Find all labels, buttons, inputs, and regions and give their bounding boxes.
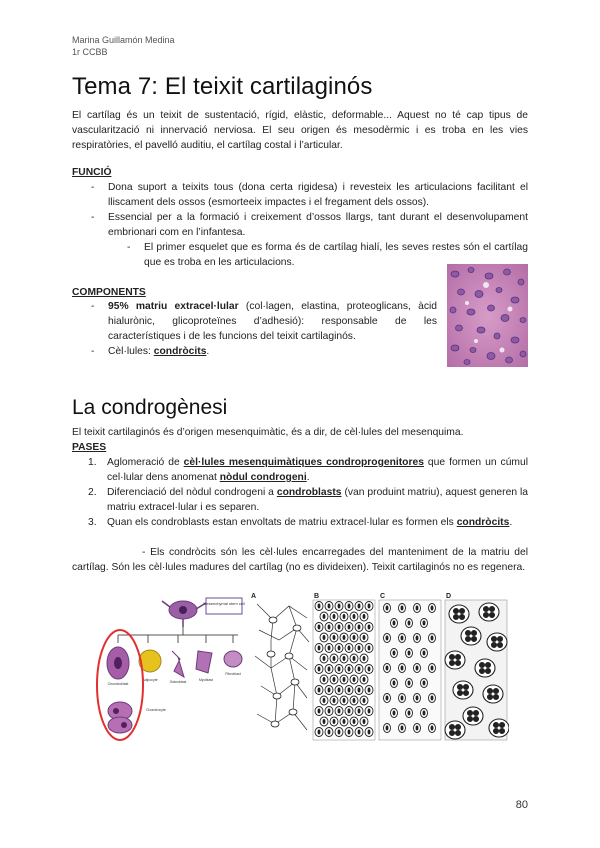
cell-shape xyxy=(498,643,503,648)
cell-shape xyxy=(338,730,340,734)
cell-shape xyxy=(343,636,345,640)
cell-shape xyxy=(386,636,388,640)
cell-shape xyxy=(458,691,463,696)
svg-text:C: C xyxy=(380,593,386,600)
cell-shape xyxy=(348,709,350,713)
cell-shape xyxy=(456,731,461,736)
svg-text:Osteoblast: Osteoblast xyxy=(169,680,187,684)
cell-shape xyxy=(401,636,403,640)
cell-shape xyxy=(386,606,388,610)
cell-shape xyxy=(401,666,403,670)
cell-shape xyxy=(431,636,433,640)
cell-shape xyxy=(333,636,335,640)
funcio-item: - Dona suport a teixits tous (dona certa rigidesa) i revesteix les articulacions facilitant el lliscament dels ossos (esmorteeix impactes i el fregament dels ossos). xyxy=(91,180,528,210)
cell-shape xyxy=(474,711,479,716)
page-title: Tema 7: El teixit cartilaginós xyxy=(72,73,373,100)
cell-shape xyxy=(454,615,459,620)
cell-shape xyxy=(323,720,325,724)
cell-shape xyxy=(368,667,370,671)
cell-shape xyxy=(480,669,485,674)
cell-shape xyxy=(468,717,473,722)
cell-shape xyxy=(343,720,345,724)
cell-shape xyxy=(487,633,507,651)
cell-shape xyxy=(468,711,473,716)
cell-shape xyxy=(318,604,320,608)
cell-shape xyxy=(338,604,340,608)
cell-shape xyxy=(472,637,477,642)
cell-shape xyxy=(328,709,330,713)
cell-shape xyxy=(460,609,465,614)
svg-text:D: D xyxy=(446,593,452,600)
cell-shape xyxy=(500,729,505,734)
cell-shape xyxy=(450,731,455,736)
svg-text:Adipocyte: Adipocyte xyxy=(142,678,158,682)
cell-shape xyxy=(328,604,330,608)
cell-shape xyxy=(480,663,485,668)
panel-b xyxy=(313,593,375,740)
cell-shape xyxy=(416,696,418,700)
cell-shape xyxy=(328,688,330,692)
cell-shape xyxy=(323,699,325,703)
cell-shape xyxy=(348,646,350,650)
cell-shape xyxy=(401,606,403,610)
svg-text:Fibroblast: Fibroblast xyxy=(225,672,241,676)
cell-shape xyxy=(338,646,340,650)
cell-shape xyxy=(450,725,455,730)
cell-shape xyxy=(408,621,410,625)
cell-shape xyxy=(494,695,499,700)
cell-shape xyxy=(486,669,491,674)
cell-shape xyxy=(386,726,388,730)
cell-shape xyxy=(338,625,340,629)
cell-shape xyxy=(333,615,335,619)
cell-shape xyxy=(323,678,325,682)
cell-shape xyxy=(456,725,461,730)
cell-shape xyxy=(338,688,340,692)
components-list xyxy=(91,299,437,359)
cell-shape xyxy=(328,667,330,671)
cell-shape xyxy=(490,613,495,618)
fibroblast-cell xyxy=(224,651,242,667)
cell-shape xyxy=(353,699,355,703)
cell-shape xyxy=(333,657,335,661)
funcio-heading: FUNCIÓ xyxy=(72,167,112,178)
cell-shape xyxy=(386,696,388,700)
cell-shape xyxy=(483,685,503,703)
svg-text:Chondroblast: Chondroblast xyxy=(107,682,129,686)
cell-shape xyxy=(318,667,320,671)
cell-shape xyxy=(408,681,410,685)
course-label: 1r CCBB xyxy=(72,47,108,57)
cell-shape xyxy=(450,655,455,660)
funcio-item: - Essencial per a la formació i creixement d’ossos llargs, tant durant el desenvolupament embrionari com en l’infantesa. xyxy=(91,210,528,240)
cell-shape xyxy=(318,688,320,692)
cell-shape xyxy=(488,695,493,700)
cell-shape xyxy=(318,625,320,629)
cell-shape xyxy=(358,646,360,650)
cell-shape xyxy=(348,667,350,671)
cell-shape xyxy=(338,709,340,713)
cell-shape xyxy=(338,667,340,671)
cell-shape xyxy=(401,696,403,700)
pases-list xyxy=(88,455,528,530)
cell-shape xyxy=(343,678,345,682)
cell-shape xyxy=(445,721,465,739)
components-item: - Cèl·lules: condròcits. xyxy=(91,344,437,359)
cell-shape xyxy=(423,621,425,625)
cell-shape xyxy=(393,711,395,715)
components-item: - 95% matriu extracel·lular (col·lagen, elastina, proteoglicans, àcid hialurònic, glicoproteïnes d’adhesió): responsable de les característiques i de les funcions del teixit cartilaginós. xyxy=(91,299,437,344)
cell-shape xyxy=(353,615,355,619)
cell-shape xyxy=(363,657,365,661)
cell-shape xyxy=(474,717,479,722)
cell-shape xyxy=(318,646,320,650)
cell-shape xyxy=(363,636,365,640)
chondrocyte-note: - Els condròcits són les cèl·lules encarregades del manteniment de la matriu del cartílag. Són les cèl·lules madures del cartílag (no es divideixen). Teixit cartilaginós no es regenera. xyxy=(72,547,528,573)
cell-shape xyxy=(363,678,365,682)
components-heading: COMPONENTS xyxy=(72,287,146,298)
cell-shape xyxy=(353,720,355,724)
cell-shape xyxy=(368,709,370,713)
cell-shape xyxy=(416,726,418,730)
cell-shape xyxy=(431,696,433,700)
cell-shape xyxy=(368,730,370,734)
panel-d xyxy=(445,593,509,740)
section-intro: El teixit cartilaginós és d’origen mesenquimàtic, és a dir, de cèl·lules del mesenquima. xyxy=(72,427,464,438)
cell-shape xyxy=(456,661,461,666)
cell-shape xyxy=(368,688,370,692)
cell-shape xyxy=(460,615,465,620)
cell-shape xyxy=(456,655,461,660)
cell-shape xyxy=(408,651,410,655)
cell-shape xyxy=(490,607,495,612)
cell-shape xyxy=(472,631,477,636)
pases-item: 1. Aglomeració de cèl·lules mesenquimàtiques condroprogenitores que formen un cúmul cel·lular dens anomenat nòdul condrogeni. xyxy=(88,457,529,483)
pases-item: 3. Quan els condroblasts estan envoltats de matriu extracel·lular es formen els condròcits. xyxy=(88,517,513,528)
cell-shape xyxy=(348,730,350,734)
cell-shape xyxy=(445,651,465,669)
funcio-list xyxy=(91,180,528,240)
cell-shape xyxy=(453,681,473,699)
cell-shape xyxy=(416,606,418,610)
svg-text:Myoblast: Myoblast xyxy=(198,678,214,682)
cell-shape xyxy=(431,726,433,730)
cell-shape xyxy=(431,606,433,610)
cell-shape xyxy=(423,711,425,715)
cell-shape xyxy=(466,637,471,642)
cell-shape xyxy=(484,613,489,618)
cell-shape xyxy=(348,604,350,608)
cell-shape xyxy=(464,691,469,696)
cell-shape xyxy=(358,709,360,713)
cell-shape xyxy=(348,688,350,692)
cell-shape xyxy=(358,604,360,608)
cell-shape xyxy=(333,678,335,682)
cell-shape xyxy=(431,666,433,670)
cell-shape xyxy=(363,720,365,724)
cell-shape xyxy=(484,607,489,612)
cell-shape xyxy=(343,657,345,661)
cell-shape xyxy=(423,681,425,685)
cell-shape xyxy=(488,689,493,694)
cell-shape xyxy=(463,707,483,725)
matrix-term: 95% matriu extracel·lular xyxy=(108,301,239,312)
lineage-diagram xyxy=(88,593,246,743)
page-number: 80 xyxy=(515,799,528,811)
svg-text:A: A xyxy=(251,593,257,600)
cell-shape xyxy=(492,643,497,648)
cell-shape xyxy=(368,646,370,650)
cell-shape xyxy=(475,659,495,677)
cell-shape xyxy=(328,730,330,734)
cell-shape xyxy=(464,685,469,690)
cell-shape xyxy=(494,729,499,734)
page-header xyxy=(72,34,175,58)
panel-c xyxy=(379,593,441,740)
cell-shape xyxy=(494,689,499,694)
svg-text:B: B xyxy=(314,593,320,600)
funcio-subitem: - El primer esquelet que es forma és de cartílag hialí, les seves restes són el cartílag que es troba en les articulacions. xyxy=(127,240,528,270)
cell-shape xyxy=(333,720,335,724)
cell-shape xyxy=(401,726,403,730)
cell-shape xyxy=(494,723,499,728)
cell-shape xyxy=(358,688,360,692)
cell-shape xyxy=(393,621,395,625)
cell-shape xyxy=(450,661,455,666)
cell-shape xyxy=(343,699,345,703)
cell-shape xyxy=(353,657,355,661)
pases-item: 2. Diferenciació del nòdul condrogeni a condroblasts (van produint matriu), aquest generen la matriu extracel·lular i es separen. xyxy=(88,487,529,513)
cell-shape xyxy=(348,625,350,629)
cell-shape xyxy=(393,681,395,685)
cell-shape xyxy=(368,604,370,608)
chondrocytes-term: condròcits xyxy=(153,346,207,357)
cell-shape xyxy=(368,625,370,629)
cell-shape xyxy=(416,636,418,640)
cell-shape xyxy=(323,657,325,661)
cell-shape xyxy=(408,711,410,715)
cell-shape xyxy=(492,637,497,642)
cell-shape xyxy=(318,709,320,713)
cell-shape xyxy=(343,615,345,619)
cell-shape xyxy=(328,646,330,650)
cell-shape xyxy=(328,625,330,629)
cell-shape xyxy=(486,663,491,668)
cell-shape xyxy=(318,730,320,734)
cell-shape xyxy=(393,651,395,655)
cell-shape xyxy=(358,625,360,629)
cell-shape xyxy=(358,667,360,671)
cell-shape xyxy=(449,605,469,623)
section-title: La condrogènesi xyxy=(72,396,228,419)
cell-shape xyxy=(323,636,325,640)
cell-shape xyxy=(454,609,459,614)
cell-shape xyxy=(333,699,335,703)
cell-shape xyxy=(353,678,355,682)
cell-shape xyxy=(489,719,509,737)
cell-shape xyxy=(363,615,365,619)
cell-shape xyxy=(386,666,388,670)
intro-paragraph: El cartílag és un teixit de sustentació, rígid, elàstic, deformable... Aquest no té cap tipus de vascularització ni innervació nerviosa. El seu origen és mesodèrmic i es troba en les vies respiratòries, el pavelló auditiu, el cartílag costal i l’articular. xyxy=(72,110,528,151)
cell-shape xyxy=(353,636,355,640)
cell-shape xyxy=(479,603,499,621)
cell-shape xyxy=(458,685,463,690)
cell-shape xyxy=(416,666,418,670)
histology-image xyxy=(447,264,528,367)
cartilage-panels xyxy=(249,590,509,742)
cell-shape xyxy=(363,699,365,703)
pases-heading: PASES xyxy=(72,442,107,453)
cell-shape xyxy=(358,730,360,734)
stem-cell-label: Mesenchymal stem cell xyxy=(203,601,245,606)
author-name: Marina Guillamón Medina xyxy=(72,35,175,45)
cell-shape xyxy=(466,631,471,636)
cell-shape xyxy=(461,627,481,645)
svg-text:Chondrocyte: Chondrocyte xyxy=(146,708,166,712)
cell-shape xyxy=(500,723,505,728)
cell-shape xyxy=(323,615,325,619)
cell-shape xyxy=(498,637,503,642)
cell-shape xyxy=(423,651,425,655)
